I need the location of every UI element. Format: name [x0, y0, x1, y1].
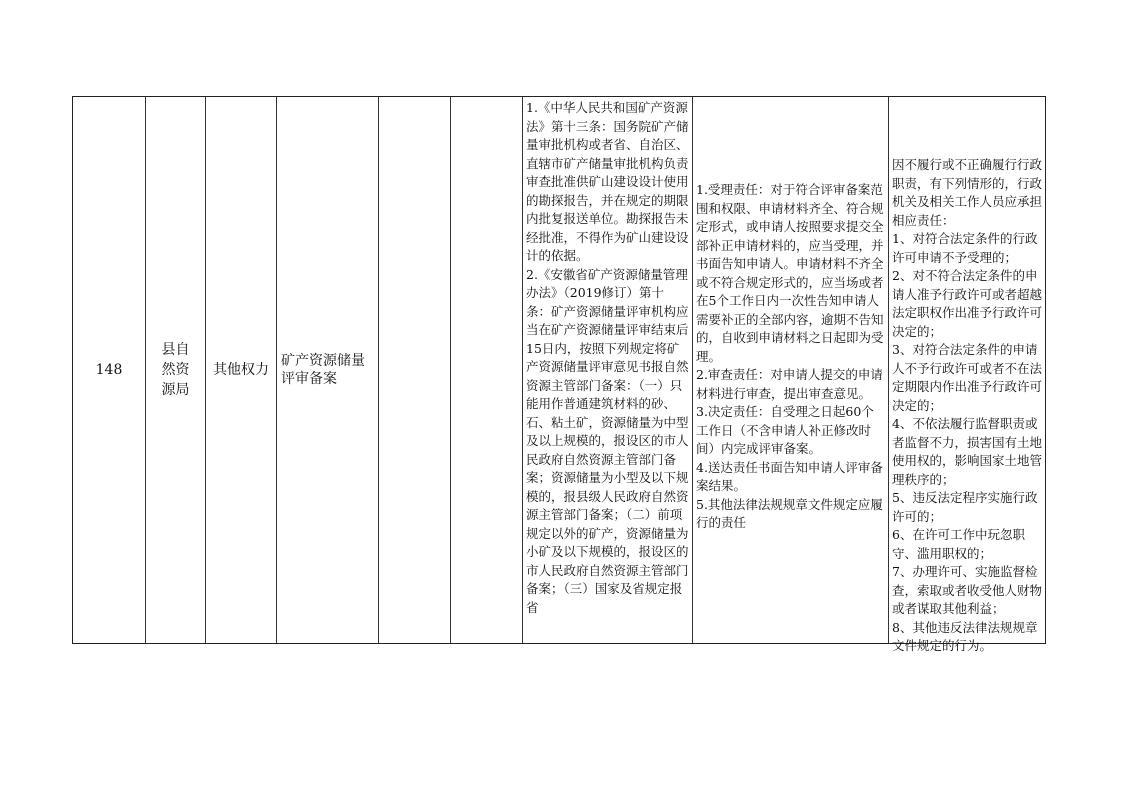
cell-duties — [693, 97, 889, 643]
item-name: 矿产资源储量评审备案 — [281, 353, 365, 387]
cell-sub-item — [379, 97, 451, 643]
accountability-text: 因不履行或不正确履行行政职责，有下列情形的，行政机关及相关工作人员应承担相应责任： 1、对符合法定条件的行政许可申请不予受理的； 2、对不符合法定条件的申请人准予行政许可或者超越法定职权作出准予行政许可决定的； 3、对符合法定条件的申请人不予行政许可或者不在法定期限内作出准予行政许可决定的； 4、不依法履行监督职责或者监督不力，损害国有土地使用权的，影响国家土地管理秩序的； 5、违反法定程序实施行政许可的； 6、在许可工作中玩忽职守、滥用职权的； 7、办理许可、实施监督检查，索取或者收受他人财物或者谋取其他利益； 8、其他违反法律法规规章文件规定的行为。 — [892, 157, 1043, 653]
cell-power-type — [206, 97, 277, 643]
serial-number: 148 — [95, 362, 123, 378]
cell-legal-basis — [523, 97, 693, 643]
department-name: 县自然资源局 — [161, 342, 190, 398]
power-list-table — [72, 96, 1046, 653]
cell-department — [146, 97, 206, 643]
power-type: 其他权力 — [213, 362, 269, 378]
duties-text: 1.受理责任：对于符合评审备案范围和权限、申请材料齐全、符合规定形式，或申请人按照要求提交全部补正申请材料的，应当受理，并书面告知申请人。申请材料不齐全或不符合规定形式的，应当场或者在5个工作日内一次性告知申请人需要补正的全部内容，逾期不告知的，自收到申请材料之日起即为受理。 2.审查责任：对申请人提交的申请材料进行审查，提出审查意见。 3.决定责任：自受理之日起60个工作日（不含申请人补正修改时间）内完成评审备案。 4.送达责任书面告知申请人评审备案结果。 5.其他法律法规规章文件规定应履行的责任 — [696, 182, 884, 530]
legal-basis-text: 1.《中华人民共和国矿产资源法》第十三条：国务院矿产储量审批机构或者省、自治区、直辖市矿产储量审批机构负责审查批准供矿山建设设计使用的勘探报告，并在规定的期限内批复报送单位。勘探报告未经批准，不得作为矿山建设设计的依据。 2.《安徽省矿产资源储量管理办法》（2019修订）第十条：矿产资源储量评审机构应当在矿产资源储量评审结束后15日内，按照下列规定将矿产资源储量评审意见书报自然资源主管部门备案：（一）只能用作普通建筑材料的砂、石、粘土矿，资源储量为中型及以上规模的，报设区的市人民政府自然资源主管部门备案；资源储量为小型及以下规模的，报县级人民政府自然资源主管部门备案；（二）前项规定以外的矿产，资源储量为小矿及以下规模的，报设区的市人民政府自然资源主管部门备案；（三）国家及省规定报省 — [526, 100, 689, 615]
cell-serial-number — [73, 97, 146, 643]
cell-accountability — [889, 97, 1047, 653]
cell-item-name — [277, 97, 379, 643]
cell-empty-gap — [451, 97, 523, 643]
